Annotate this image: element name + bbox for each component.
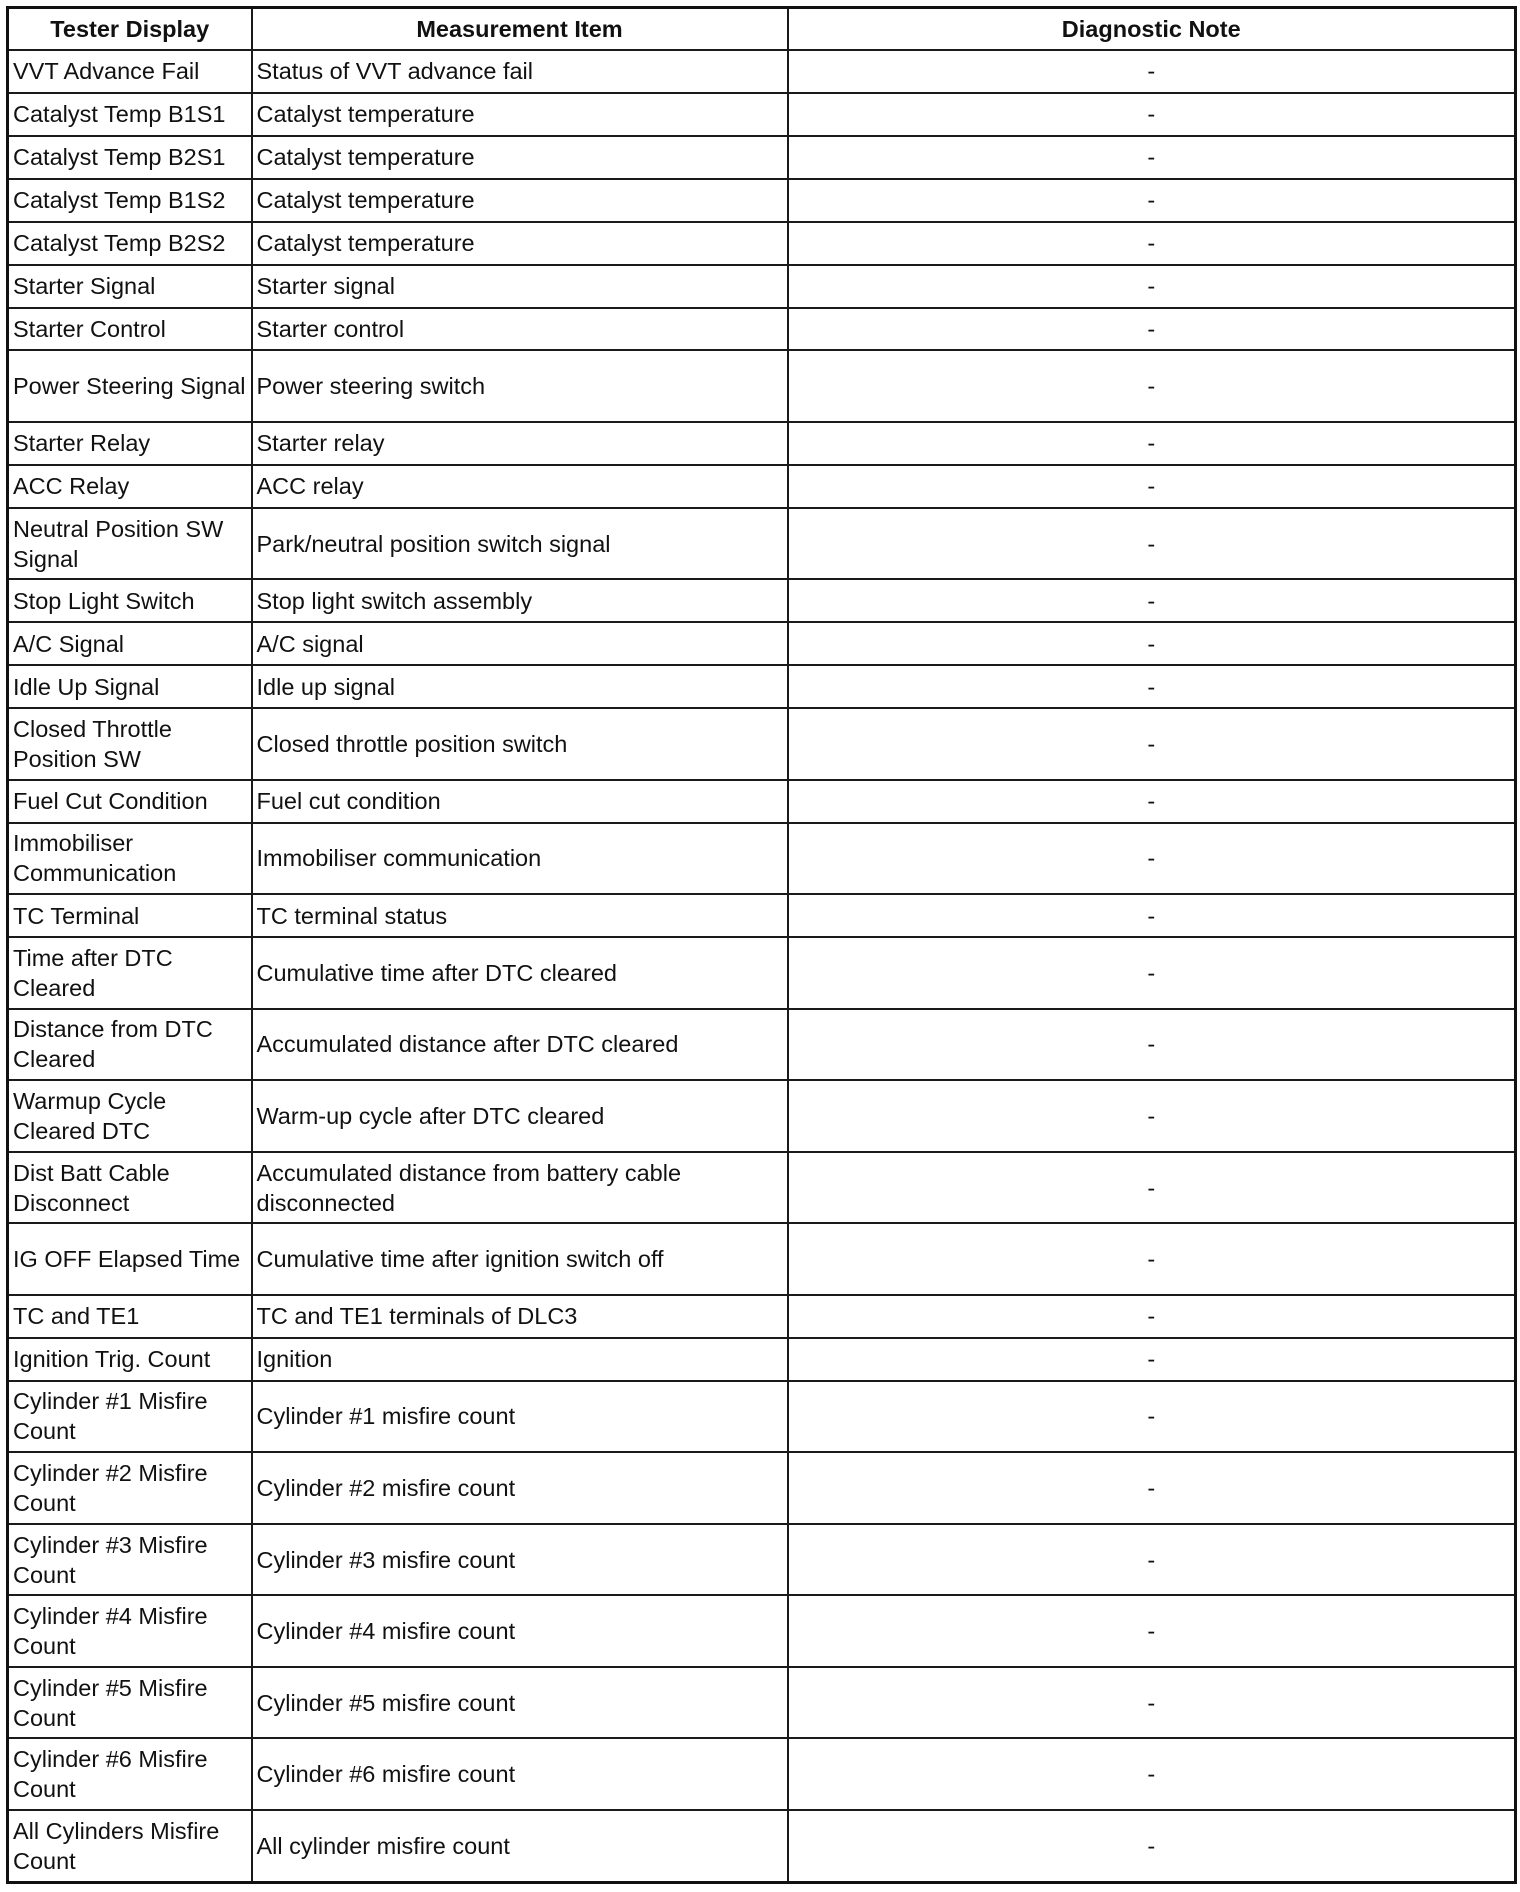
data-list-table (6, 6, 1517, 1884)
cell-tester-display: Warmup Cycle Cleared DTC (8, 1080, 252, 1152)
cell-tester-display: Distance from DTC Cleared (8, 1009, 252, 1081)
table-row (8, 1152, 1516, 1224)
table-row (8, 1595, 1516, 1667)
cell-diagnostic-note: - (788, 1295, 1516, 1338)
table-row (8, 465, 1516, 508)
cell-diagnostic-note: - (788, 179, 1516, 222)
cell-tester-display: Cylinder #2 Misfire Count (8, 1452, 252, 1524)
table-body (8, 50, 1516, 1883)
cell-tester-display: Power Steering Signal (8, 350, 252, 422)
header-measurement-item: Measurement Item (252, 8, 788, 51)
table-row (8, 579, 1516, 622)
table-row (8, 665, 1516, 708)
cell-diagnostic-note: - (788, 222, 1516, 265)
cell-tester-display: All Cylinders Misfire Count (8, 1810, 252, 1883)
table-row (8, 1223, 1516, 1295)
table-row (8, 780, 1516, 823)
cell-diagnostic-note: - (788, 1223, 1516, 1295)
cell-measurement-item: Ignition (252, 1338, 788, 1381)
cell-diagnostic-note: - (788, 780, 1516, 823)
cell-measurement-item: A/C signal (252, 622, 788, 665)
cell-measurement-item: Warm-up cycle after DTC cleared (252, 1080, 788, 1152)
cell-diagnostic-note: - (788, 1738, 1516, 1810)
cell-tester-display: Catalyst Temp B1S2 (8, 179, 252, 222)
table-row (8, 1667, 1516, 1739)
table-row (8, 1338, 1516, 1381)
cell-tester-display: VVT Advance Fail (8, 50, 252, 93)
cell-diagnostic-note: - (788, 1338, 1516, 1381)
cell-diagnostic-note: - (788, 1667, 1516, 1739)
cell-tester-display: Catalyst Temp B2S2 (8, 222, 252, 265)
cell-measurement-item: Cylinder #4 misfire count (252, 1595, 788, 1667)
cell-tester-display: Time after DTC Cleared (8, 937, 252, 1009)
cell-measurement-item: Cumulative time after DTC cleared (252, 937, 788, 1009)
cell-measurement-item: Catalyst temperature (252, 179, 788, 222)
table-row (8, 136, 1516, 179)
cell-measurement-item: ACC relay (252, 465, 788, 508)
cell-measurement-item: Fuel cut condition (252, 780, 788, 823)
cell-diagnostic-note: - (788, 1080, 1516, 1152)
cell-diagnostic-note: - (788, 308, 1516, 351)
table-row (8, 1524, 1516, 1596)
cell-measurement-item: Catalyst temperature (252, 136, 788, 179)
cell-measurement-item: Cumulative time after ignition switch off (252, 1223, 788, 1295)
cell-tester-display: TC Terminal (8, 894, 252, 937)
table-row (8, 708, 1516, 780)
cell-diagnostic-note: - (788, 265, 1516, 308)
cell-tester-display: Fuel Cut Condition (8, 780, 252, 823)
table-header-row (8, 8, 1516, 51)
cell-tester-display: Cylinder #4 Misfire Count (8, 1595, 252, 1667)
table-row (8, 894, 1516, 937)
cell-measurement-item: Status of VVT advance fail (252, 50, 788, 93)
table-row (8, 308, 1516, 351)
table-row (8, 179, 1516, 222)
table-row (8, 93, 1516, 136)
cell-tester-display: Starter Relay (8, 422, 252, 465)
cell-diagnostic-note: - (788, 1009, 1516, 1081)
table-row (8, 265, 1516, 308)
cell-measurement-item: Starter relay (252, 422, 788, 465)
cell-tester-display: Idle Up Signal (8, 665, 252, 708)
cell-measurement-item: Stop light switch assembly (252, 579, 788, 622)
table-row (8, 823, 1516, 895)
cell-measurement-item: TC terminal status (252, 894, 788, 937)
cell-tester-display: Starter Control (8, 308, 252, 351)
table-row (8, 222, 1516, 265)
table-row (8, 622, 1516, 665)
cell-diagnostic-note: - (788, 1524, 1516, 1596)
cell-measurement-item: Park/neutral position switch signal (252, 508, 788, 580)
cell-measurement-item: Immobiliser communication (252, 823, 788, 895)
cell-tester-display: Dist Batt Cable Disconnect (8, 1152, 252, 1224)
cell-diagnostic-note: - (788, 1381, 1516, 1453)
cell-tester-display: Cylinder #3 Misfire Count (8, 1524, 252, 1596)
cell-diagnostic-note: - (788, 50, 1516, 93)
cell-tester-display: Cylinder #1 Misfire Count (8, 1381, 252, 1453)
cell-diagnostic-note: - (788, 422, 1516, 465)
data-list-sheet (6, 6, 1514, 1884)
cell-measurement-item: Starter control (252, 308, 788, 351)
cell-measurement-item: TC and TE1 terminals of DLC3 (252, 1295, 788, 1338)
cell-diagnostic-note: - (788, 508, 1516, 580)
cell-tester-display: Neutral Position SW Signal (8, 508, 252, 580)
cell-diagnostic-note: - (788, 350, 1516, 422)
cell-diagnostic-note: - (788, 665, 1516, 708)
cell-measurement-item: Accumulated distance after DTC cleared (252, 1009, 788, 1081)
header-tester-display: Tester Display (8, 8, 252, 51)
cell-tester-display: Closed Throttle Position SW (8, 708, 252, 780)
cell-measurement-item: Cylinder #5 misfire count (252, 1667, 788, 1739)
cell-diagnostic-note: - (788, 1152, 1516, 1224)
table-row (8, 1738, 1516, 1810)
cell-tester-display: Ignition Trig. Count (8, 1338, 252, 1381)
cell-tester-display: TC and TE1 (8, 1295, 252, 1338)
cell-diagnostic-note: - (788, 937, 1516, 1009)
cell-diagnostic-note: - (788, 894, 1516, 937)
table-row (8, 937, 1516, 1009)
cell-diagnostic-note: - (788, 1452, 1516, 1524)
table-row (8, 350, 1516, 422)
cell-measurement-item: Idle up signal (252, 665, 788, 708)
cell-measurement-item: Starter signal (252, 265, 788, 308)
cell-measurement-item: Catalyst temperature (252, 93, 788, 136)
cell-diagnostic-note: - (788, 1810, 1516, 1883)
table-row (8, 1009, 1516, 1081)
table-row (8, 422, 1516, 465)
table-row (8, 508, 1516, 580)
cell-measurement-item: Cylinder #1 misfire count (252, 1381, 788, 1453)
cell-diagnostic-note: - (788, 622, 1516, 665)
header-diagnostic-note: Diagnostic Note (788, 8, 1516, 51)
cell-tester-display: Catalyst Temp B1S1 (8, 93, 252, 136)
cell-measurement-item: Closed throttle position switch (252, 708, 788, 780)
cell-diagnostic-note: - (788, 708, 1516, 780)
cell-diagnostic-note: - (788, 136, 1516, 179)
cell-measurement-item: Power steering switch (252, 350, 788, 422)
cell-tester-display: A/C Signal (8, 622, 252, 665)
cell-measurement-item: Catalyst temperature (252, 222, 788, 265)
table-row (8, 1810, 1516, 1883)
cell-measurement-item: All cylinder misfire count (252, 1810, 788, 1883)
cell-diagnostic-note: - (788, 823, 1516, 895)
cell-tester-display: Catalyst Temp B2S1 (8, 136, 252, 179)
cell-measurement-item: Cylinder #6 misfire count (252, 1738, 788, 1810)
cell-tester-display: Starter Signal (8, 265, 252, 308)
cell-tester-display: IG OFF Elapsed Time (8, 1223, 252, 1295)
table-row (8, 1381, 1516, 1453)
cell-tester-display: Cylinder #5 Misfire Count (8, 1667, 252, 1739)
cell-tester-display: Cylinder #6 Misfire Count (8, 1738, 252, 1810)
cell-tester-display: ACC Relay (8, 465, 252, 508)
cell-diagnostic-note: - (788, 579, 1516, 622)
cell-diagnostic-note: - (788, 93, 1516, 136)
cell-measurement-item: Accumulated distance from battery cable disconnected (252, 1152, 788, 1224)
cell-measurement-item: Cylinder #2 misfire count (252, 1452, 788, 1524)
table-row (8, 50, 1516, 93)
cell-diagnostic-note: - (788, 465, 1516, 508)
cell-tester-display: Immobiliser Communication (8, 823, 252, 895)
table-row (8, 1295, 1516, 1338)
cell-diagnostic-note: - (788, 1595, 1516, 1667)
cell-tester-display: Stop Light Switch (8, 579, 252, 622)
table-row (8, 1080, 1516, 1152)
cell-measurement-item: Cylinder #3 misfire count (252, 1524, 788, 1596)
table-row (8, 1452, 1516, 1524)
